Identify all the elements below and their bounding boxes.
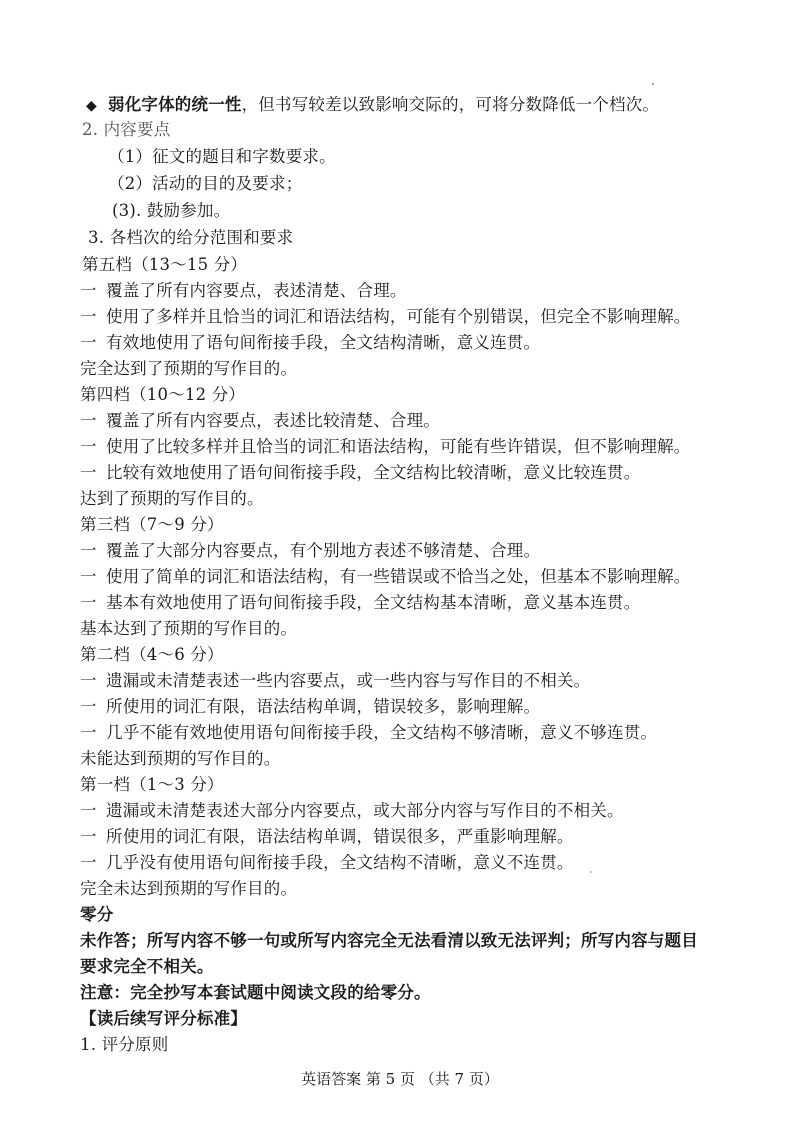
band-2-title: 第二档（4～6 分） (80, 645, 224, 664)
band-5-item-2: 一 使用了多样并且恰当的词汇和语法结构，可能有个别错误，但完全不影响理解。 (80, 307, 691, 326)
zero-line-1: 未作答；所写内容不够一句或所写内容完全无法看清以致无法评判；所写内容与题目 (80, 931, 698, 950)
band-3-title: 第三档（7～9 分） (80, 515, 224, 534)
band-5-item-3: 一 有效地使用了语句间衔接手段，全文结构清晰，意义连贯。 (80, 333, 541, 352)
zero-line-2: 要求完全不相关。 (80, 957, 214, 976)
band-1-item-1: 一 遗漏或未清楚表述大部分内容要点，或大部分内容与写作目的不相关。 (80, 801, 624, 820)
content-item-1: （1）征文的题目和字数要求。 (108, 147, 336, 166)
top-bullet-line (86, 93, 659, 118)
band-1-summary: 完全未达到预期的写作目的。 (80, 879, 298, 898)
diamond-bullet-icon: ◆ (86, 98, 97, 114)
band-2-item-3: 一 几乎不能有效地使用语句间衔接手段，全文结构不够清晰，意义不够连贯。 (80, 723, 658, 742)
band-5-title: 第五档（13～15 分） (82, 255, 248, 274)
band-4-item-1: 一 覆盖了所有内容要点，表述比较清楚、合理。 (80, 411, 440, 430)
band-2-item-1: 一 遗漏或未清楚表述一些内容要点，或一些内容与写作目的不相关。 (80, 671, 591, 690)
band-5-summary: 完全达到了预期的写作目的。 (80, 359, 298, 378)
band-1-title: 第一档（1～3 分） (80, 775, 224, 794)
band-3-item-2: 一 使用了简单的词汇和语法结构，有一些错误或不恰当之处，但基本不影响理解。 (80, 567, 691, 586)
scan-speck (652, 83, 654, 85)
zero-note: 注意：完全抄写本套试题中阅读文段的给零分。 (80, 983, 431, 1002)
continuation-first-item: 1. 评分原则 (80, 1035, 169, 1054)
continuation-heading: 【读后续写评分标准】 (80, 1009, 247, 1028)
top-rest-text: ，但书写较差以致影响交际的，可将分数降低一个档次。 (241, 95, 660, 114)
band-3-item-3: 一 基本有效地使用了语句间衔接手段，全文结构基本清晰，意义基本连贯。 (80, 593, 641, 612)
band-4-item-3: 一 比较有效地使用了语句间衔接手段，全文结构比较清晰，意义比较连贯。 (80, 463, 641, 482)
page-footer: 英语答案 第 5 页 （共 7 页） (301, 1070, 499, 1088)
content-item-2: （2）活动的目的及要求； (108, 174, 303, 193)
band-3-item-1: 一 覆盖了大部分内容要点，有个别地方表述不够清楚、合理。 (80, 541, 541, 560)
content-item-3: (3). 鼓励参加。 (112, 201, 231, 220)
content-heading: 2. 内容要点 (82, 120, 171, 139)
band-2-summary: 未能达到预期的写作目的。 (80, 749, 281, 768)
band-1-item-2: 一 所使用的词汇有限，语法结构单调，错误很多，严重影响理解。 (80, 827, 574, 846)
scan-speck (590, 871, 592, 873)
bands-heading: 3. 各档次的给分范围和要求 (88, 228, 294, 247)
band-4-summary: 达到了预期的写作目的。 (80, 489, 264, 508)
band-4-item-2: 一 使用了比较多样并且恰当的词汇和语法结构，可能有些许错误，但不影响理解。 (80, 437, 691, 456)
band-2-item-2: 一 所使用的词汇有限，语法结构单调，错误较多，影响理解。 (80, 697, 541, 716)
band-1-item-3: 一 几乎没有使用语句间衔接手段，全文结构不清晰，意义不连贯。 (80, 853, 574, 872)
band-5-item-1: 一 覆盖了所有内容要点，表述清楚、合理。 (80, 281, 407, 300)
band-3-summary: 基本达到了预期的写作目的。 (80, 619, 298, 638)
band-4-title: 第四档（10～12 分） (80, 385, 246, 404)
zero-title: 零分 (80, 905, 114, 924)
bold-lead-text: 弱化字体的统一性 (108, 95, 242, 114)
